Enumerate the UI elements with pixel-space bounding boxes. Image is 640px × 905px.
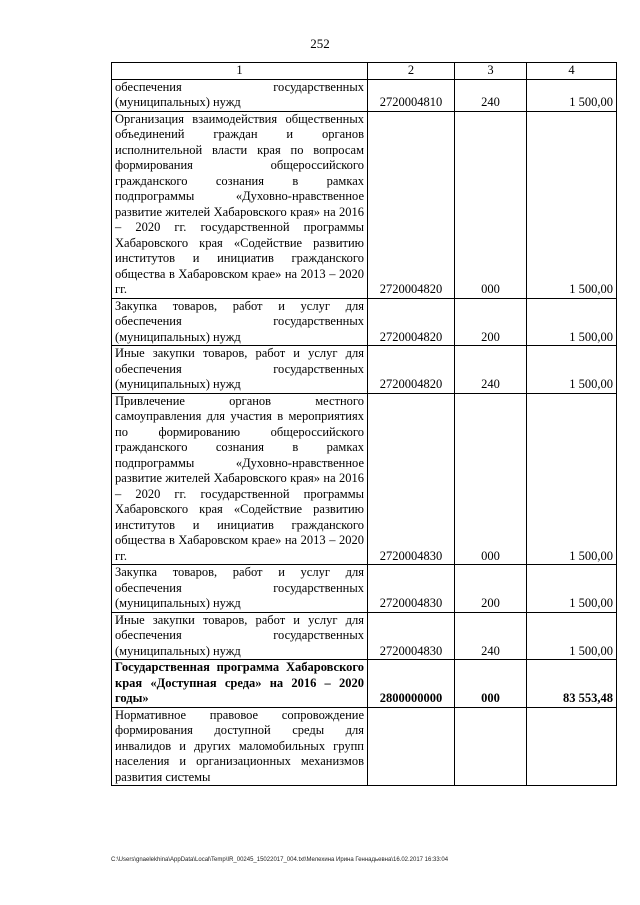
file-path-footer: C:\Users\gnaelekhina\AppData\Local\Temp\IR_00245_15022017_004.txt\Мелехина Ирина Геннадьевна\16.02.2017 16:33:04 bbox=[111, 857, 449, 863]
row-code: 2720004830 bbox=[368, 612, 455, 660]
header-col-3: 3 bbox=[455, 63, 527, 80]
row-amount bbox=[527, 707, 617, 786]
row-expense-type: 000 bbox=[455, 111, 527, 298]
row-code: 2800000000 bbox=[368, 660, 455, 708]
row-amount: 1 500,00 bbox=[527, 565, 617, 613]
page-number: 252 bbox=[310, 36, 330, 51]
row-description: Государственная программа Хабаровского края «Доступная среда» на 2016 – 2020 годы» bbox=[112, 660, 368, 708]
row-description: обеспечения государственных (муниципальных) нужд bbox=[112, 79, 368, 111]
row-expense-type: 000 bbox=[455, 393, 527, 565]
row-description: Закупка товаров, работ и услуг для обеспечения государственных (муниципальных) нужд bbox=[112, 565, 368, 613]
row-amount: 1 500,00 bbox=[527, 612, 617, 660]
row-expense-type: 000 bbox=[455, 660, 527, 708]
header-col-4: 4 bbox=[527, 63, 617, 80]
table-row bbox=[112, 111, 617, 298]
row-description: Иные закупки товаров, работ и услуг для обеспечения государственных (муниципальных) нужд bbox=[112, 346, 368, 394]
row-code: 2720004820 bbox=[368, 111, 455, 298]
budget-table bbox=[111, 62, 617, 786]
table-row bbox=[112, 565, 617, 613]
table-row bbox=[112, 79, 617, 111]
row-expense-type bbox=[455, 707, 527, 786]
header-col-2: 2 bbox=[368, 63, 455, 80]
row-code bbox=[368, 707, 455, 786]
row-amount: 1 500,00 bbox=[527, 298, 617, 346]
row-expense-type: 240 bbox=[455, 612, 527, 660]
row-code: 2720004830 bbox=[368, 565, 455, 613]
table-row bbox=[112, 612, 617, 660]
table-header-row bbox=[112, 63, 617, 80]
header-col-1: 1 bbox=[112, 63, 368, 80]
table-row bbox=[112, 393, 617, 565]
row-amount: 83 553,48 bbox=[527, 660, 617, 708]
table-body bbox=[112, 79, 617, 786]
row-amount: 1 500,00 bbox=[527, 346, 617, 394]
row-expense-type: 200 bbox=[455, 565, 527, 613]
row-amount: 1 500,00 bbox=[527, 79, 617, 111]
row-description: Организация взаимодействия общественных объединений граждан и органов исполнительной власти края по вопросам формирования общероссийского гражданского сознания в рамках подпрограммы «Духовно-нравственное развитие жителей Хабаровского края» на 2016 – 2020 гг. государственной программы Хабаровского края «Содействие развитию институтов и инициатив гражданского общества в Хабаровском крае» на 2013 – 2020 гг. bbox=[112, 111, 368, 298]
row-expense-type: 240 bbox=[455, 79, 527, 111]
table-row bbox=[112, 707, 617, 786]
table-row bbox=[112, 660, 617, 708]
row-description: Иные закупки товаров, работ и услуг для обеспечения государственных (муниципальных) нужд bbox=[112, 612, 368, 660]
row-description: Закупка товаров, работ и услуг для обеспечения государственных (муниципальных) нужд bbox=[112, 298, 368, 346]
row-amount: 1 500,00 bbox=[527, 111, 617, 298]
table-row bbox=[112, 298, 617, 346]
row-description: Нормативное правовое сопровождение формирования доступной среды для инвалидов и других маломобильных групп населения и организационных механизмов развития системы bbox=[112, 707, 368, 786]
row-code: 2720004820 bbox=[368, 346, 455, 394]
row-code: 2720004820 bbox=[368, 298, 455, 346]
row-expense-type: 240 bbox=[455, 346, 527, 394]
row-description: Привлечение органов местного самоуправления для участия в мероприятиях по формированию общероссийского гражданского сознания в рамках подпрограммы «Духовно-нравственное развитие жителей Хабаровского края» на 2016 – 2020 гг. государственной программы Хабаровского края «Содействие развитию институтов и инициатив гражданского общества в Хабаровском крае» на 2013 – 2020 гг. bbox=[112, 393, 368, 565]
row-expense-type: 200 bbox=[455, 298, 527, 346]
row-code: 2720004830 bbox=[368, 393, 455, 565]
row-code: 2720004810 bbox=[368, 79, 455, 111]
row-amount: 1 500,00 bbox=[527, 393, 617, 565]
table-row bbox=[112, 346, 617, 394]
